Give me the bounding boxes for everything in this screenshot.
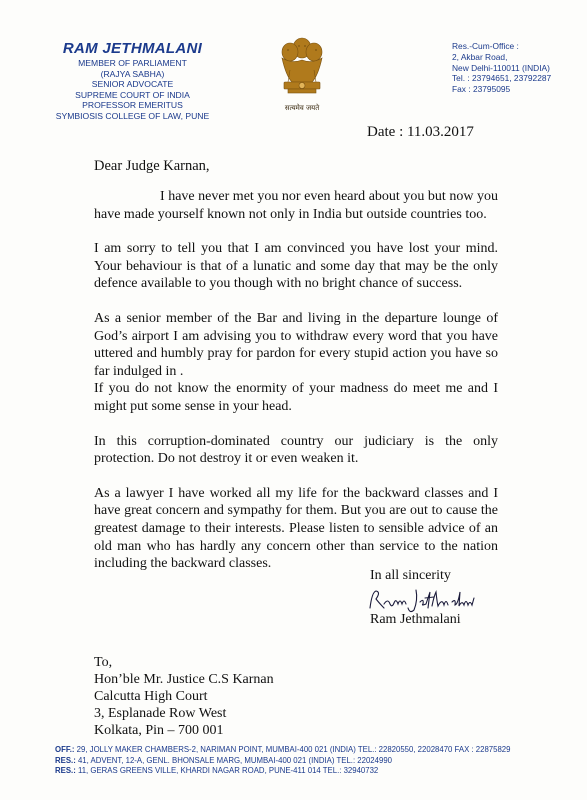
letter-date: Date : 11.03.2017: [367, 124, 474, 140]
addressee-line: Hon’ble Mr. Justice C.S Karnan: [94, 672, 274, 687]
addressee-line: Kolkata, Pin – 700 001: [94, 723, 224, 738]
paragraph-text: I am sorry to tell you that I am convinced you have lost your mind. Your behaviour is that of a lunatic and some day that may be the only defence available to you though with no bright chance of success.: [94, 241, 498, 292]
letterhead-footer: [55, 745, 575, 777]
office-line: 2, Akbar Road,: [452, 51, 508, 62]
salutation: Dear Judge Karnan,: [94, 158, 210, 174]
footer-label: RES.:: [55, 766, 76, 775]
footer-text: 11, GERAS GREENS VILLE, KHARDI NAGAR ROAD, PUNE-411 014 TEL.: 32940732: [75, 766, 379, 775]
addressee-block: [94, 654, 274, 739]
office-line: New Delhi-110011 (INDIA): [452, 62, 550, 73]
closing: In all sincerity: [370, 568, 451, 583]
sender-title: (RAJYA SABHA): [100, 68, 165, 79]
body-paragraph: [94, 188, 498, 223]
sender-title: SENIOR ADVOCATE: [91, 79, 174, 90]
body-paragraph: [94, 485, 498, 573]
office-address: [452, 41, 582, 95]
footer-text: 29, JOLLY MAKER CHAMBERS-2, NARIMAN POINT, MUMBAI-400 021 (INDIA) TEL.: 22820550, 22028470 FAX : 22875829: [74, 745, 511, 754]
sender-title: SYMBIOSIS COLLEGE OF LAW, PUNE: [55, 110, 210, 121]
body-paragraph: [94, 433, 498, 468]
paragraph-text: In this corruption-dominated country our judiciary is the only protection. Do not destroy it or even weaken it.: [94, 433, 498, 467]
to-label: To,: [94, 655, 113, 670]
footer-line: [55, 766, 575, 777]
office-line: Fax : 23795095: [452, 84, 511, 95]
office-line: Res.-Cum-Office :: [452, 41, 519, 51]
emblem-motto: सत्यमेव जयते: [284, 104, 320, 112]
sender-title: MEMBER OF PARLIAMENT: [78, 58, 187, 68]
footer-line: [55, 745, 575, 756]
body-paragraph: [94, 310, 498, 416]
paragraph-text: If you do not know the enormity of your madness do meet me and I might put some sense in your head.: [94, 381, 498, 414]
paragraph-text: As a lawyer I have worked all my life for the backward classes and I have great concern and sympathy for them. But you are out to cause the greatest damage to their interests. Please listen to sensible advice of an old man who has hardly any concern other than service to the nation including the backward classes.: [94, 485, 498, 572]
sender-title: SUPREME COURT OF INDIA: [75, 89, 190, 100]
sender-title: PROFESSOR EMERITUS: [82, 100, 183, 111]
footer-label: OFF.:: [55, 745, 75, 754]
letterhead-sender: [0, 40, 265, 122]
letter-body: [94, 188, 498, 590]
addressee-line: Calcutta High Court: [94, 689, 208, 704]
office-line: Tel. : 23794651, 23792287: [452, 73, 552, 84]
paragraph-text: As a senior member of the Bar and living in the departure lounge of God’s airport I am advising you to withdraw every word that you have uttered and humbly pray for pardon for every stupid action you have so far indulged in .: [94, 310, 498, 379]
sender-name: RAM JETHMALANI: [62, 40, 203, 57]
paragraph-text: I have never met you nor even heard about you but now you have made yourself known not only in India but outside countries too.: [94, 189, 498, 222]
footer-line: [55, 756, 575, 767]
footer-label: RES.:: [55, 755, 76, 765]
signer-name: Ram Jethmalani: [370, 612, 461, 627]
body-paragraph: [94, 240, 498, 293]
addressee-line: 3, Esplanade Row West: [94, 706, 227, 721]
footer-text: 41, ADVENT, 12-A, GENL. BHONSALE MARG, MUMBAI-400 021 (INDIA) TEL.: 22024990: [75, 755, 392, 765]
